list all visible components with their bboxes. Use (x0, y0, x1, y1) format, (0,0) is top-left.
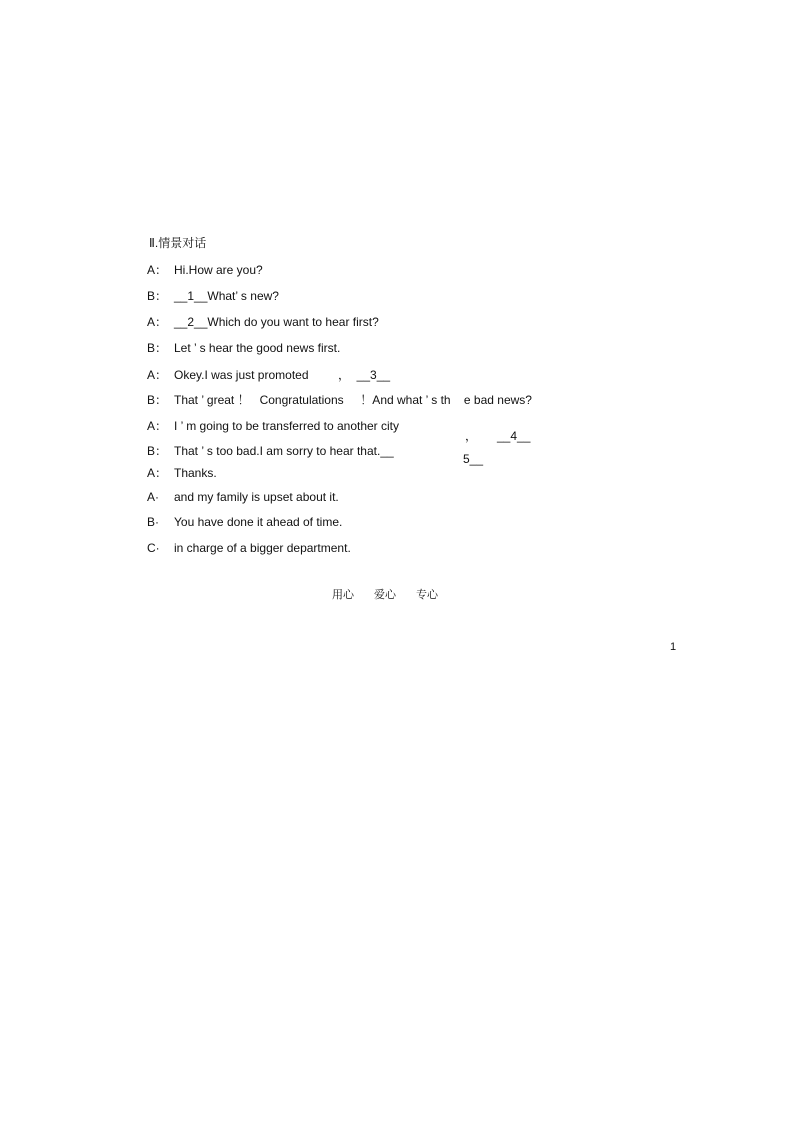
footer-motto-2: 爱心 (374, 589, 396, 601)
speaker-label: A： (147, 263, 168, 277)
speaker-label: B： (147, 444, 168, 458)
dialogue-line: Let ’ s hear the good news first. (174, 341, 341, 355)
speaker-label: A： (147, 466, 168, 480)
page-number: 1 (670, 641, 677, 653)
footer-motto-3: 专心 (416, 589, 438, 601)
dialogue-line: That ’ great ！ Congratulations ！And what ’ s th e bad news? (174, 393, 532, 407)
dialogue-line: __2__Which do you want to hear first? (174, 315, 379, 329)
option-text: and my family is upset about it. (174, 490, 339, 504)
speaker-label: A： (147, 419, 168, 433)
dialogue-line: __1__What’ s new? (174, 289, 279, 303)
option-text: You have done it ahead of time. (174, 515, 343, 529)
blank-3: ， __3__ (338, 368, 391, 382)
option-text: in charge of a bigger department. (174, 541, 351, 555)
speaker-label: B： (147, 341, 168, 355)
speaker-label: A： (147, 368, 168, 382)
dialogue-line: Okey.I was just promoted (174, 368, 309, 382)
section-title: Ⅱ.情景对话 (149, 236, 207, 250)
option-label: B· (147, 515, 159, 529)
speaker-label: B： (147, 289, 168, 303)
blank-4: ， __4__ (465, 429, 531, 443)
option-label: C· (147, 541, 160, 555)
footer-motto-1: 用心 (332, 589, 354, 601)
dialogue-line: I ’ m going to be transferred to another city (174, 419, 400, 433)
dialogue-line: Thanks. (174, 466, 217, 480)
speaker-label: B： (147, 393, 168, 407)
dialogue-line: That ’ s too bad.I am sorry to hear that.__ (174, 444, 394, 458)
blank-5: 5__ (463, 452, 484, 466)
option-label: A· (147, 490, 159, 504)
dialogue-line: Hi.How are you? (174, 263, 263, 277)
speaker-label: A： (147, 315, 168, 329)
